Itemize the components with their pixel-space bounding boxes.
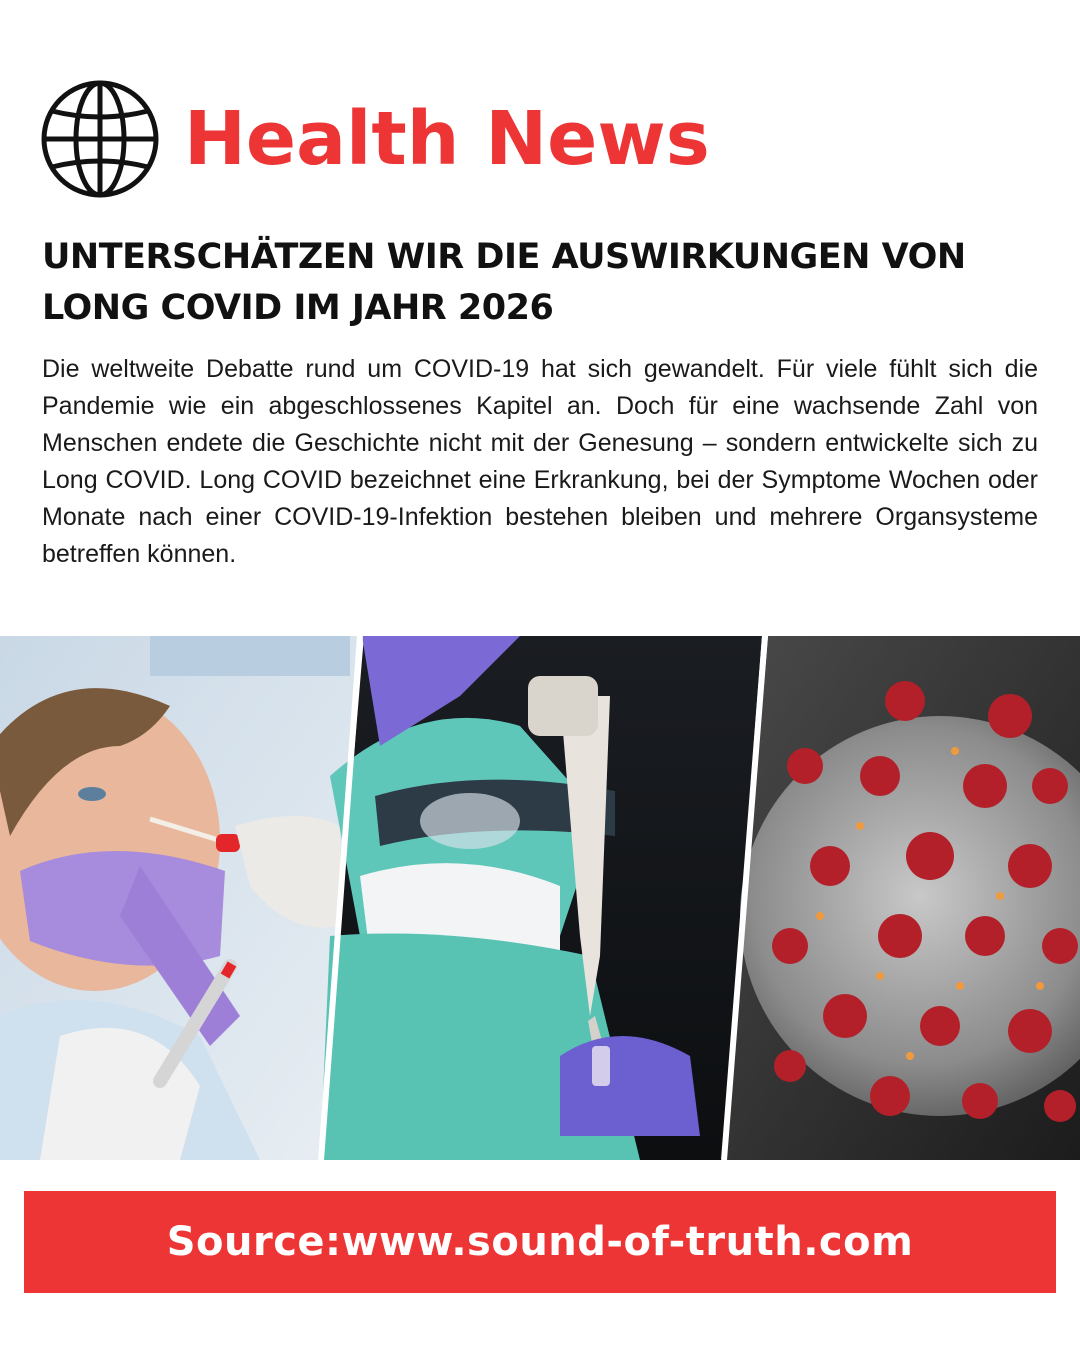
article-headline: UNTERSCHÄTZEN WIR DIE AUSWIRKUNGEN VON LONG COVID IM JAHR 2026: [42, 237, 966, 328]
photo-lab-worker: [320, 636, 762, 1160]
article-body: Die weltweite Debatte rund um COVID-19 hat sich gewandelt. Für viele fühlt sich die Pandemie wie ein abgeschlossenes Kapitel an. Doch für eine wachsende Zahl von Menschen endete die Geschichte nicht mit der Genesung – sondern entwickelte sich zu Long COVID. Long COVID bezeichnet eine Erkrankung, bei der Symptome Wochen oder Monate nach einer COVID-19-Infektion bestehen bleiben und mehrere Organsysteme betreffen können.: [42, 355, 1038, 568]
photo-coronavirus: [724, 636, 1080, 1160]
globe-icon: [40, 79, 160, 199]
photo-nasal-swab: [0, 636, 358, 1160]
brand-title: Health News: [184, 96, 710, 182]
source-banner: [24, 1191, 1056, 1293]
source-link[interactable]: Source:www.sound-of-truth.com: [166, 1219, 914, 1265]
photo-collage: [0, 636, 1080, 1160]
brand-header: [40, 78, 710, 200]
